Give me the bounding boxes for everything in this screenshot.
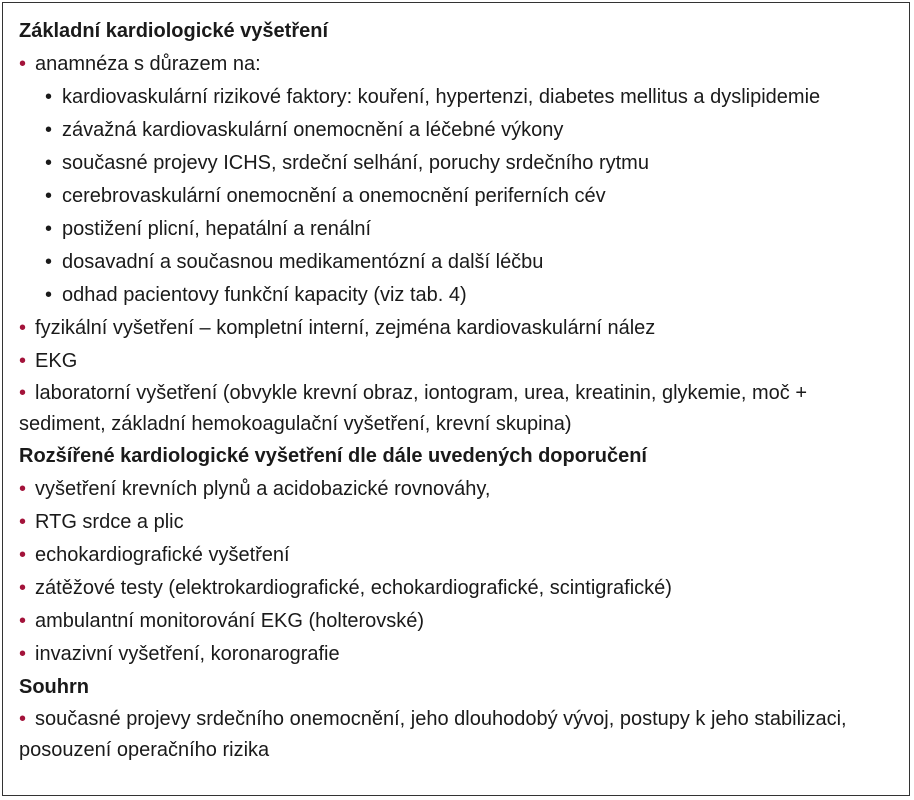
section-heading-extended: Rozšířené kardiologické vyšetření dle dále uvedených doporučení bbox=[19, 445, 647, 467]
list-item bbox=[19, 506, 895, 539]
list-item bbox=[19, 312, 895, 345]
bullet-icon: • bbox=[19, 643, 27, 665]
list-item bbox=[19, 638, 895, 671]
section-heading-summary: Souhrn bbox=[19, 676, 89, 698]
list-item-text: invazivní vyšetření, koronarografie bbox=[35, 643, 340, 665]
sub-bullet-icon: • bbox=[45, 152, 53, 174]
list-item bbox=[19, 605, 895, 638]
sub-bullet-icon: • bbox=[45, 86, 53, 108]
sub-list-item bbox=[19, 180, 895, 213]
bullet-icon: • bbox=[19, 350, 27, 372]
bullet-icon: • bbox=[19, 577, 27, 599]
bullet-icon: • bbox=[19, 53, 27, 75]
bullet-icon: • bbox=[19, 610, 27, 632]
list-item bbox=[19, 572, 895, 605]
list-item bbox=[19, 539, 895, 572]
sub-bullet-icon: • bbox=[45, 251, 53, 273]
sub-bullet-icon: • bbox=[45, 284, 53, 306]
sub-list-item-text: odhad pacientovy funkční kapacity (viz tab. 4) bbox=[62, 284, 467, 306]
list-item bbox=[19, 473, 895, 506]
sub-list-item-text: cerebrovaskulární onemocnění a onemocnění periferních cév bbox=[62, 185, 606, 207]
list-item-text: současné projevy srdečního onemocnění, jeho dlouhodobý vývoj, postupy k jeho stabilizaci, posouzení operačního rizika bbox=[19, 708, 847, 761]
list-item-text: anamnéza s důrazem na: bbox=[35, 53, 261, 75]
list-item bbox=[19, 378, 895, 440]
sub-list-item-text: závažná kardiovaskulární onemocnění a léčebné výkony bbox=[62, 119, 564, 141]
bullet-icon: • bbox=[19, 478, 27, 500]
sub-list-item bbox=[19, 147, 895, 180]
list-item bbox=[19, 345, 895, 378]
sub-list-item bbox=[19, 114, 895, 147]
table-content bbox=[19, 15, 895, 766]
list-item-text: laboratorní vyšetření (obvykle krevní obraz, iontogram, urea, kreatinin, glykemie, moč + sediment, základní hemokoagulační vyšetření, krevní skupina) bbox=[19, 382, 808, 435]
bullet-icon: • bbox=[19, 317, 27, 339]
sub-list-item-text: dosavadní a současnou medikamentózní a další léčbu bbox=[62, 251, 544, 273]
sub-list-item bbox=[19, 213, 895, 246]
bullet-icon: • bbox=[19, 382, 27, 404]
list-item-text: vyšetření krevních plynů a acidobazické rovnováhy, bbox=[35, 478, 491, 500]
bullet-icon: • bbox=[19, 708, 27, 730]
list-item bbox=[19, 704, 895, 766]
list-item-text: RTG srdce a plic bbox=[35, 511, 184, 533]
sub-bullet-icon: • bbox=[45, 185, 53, 207]
list-item-text: ambulantní monitorování EKG (holterovské) bbox=[35, 610, 425, 632]
sub-list-item-text: kardiovaskulární rizikové faktory: kouření, hypertenzi, diabetes mellitus a dyslipidemie bbox=[62, 86, 821, 108]
list-item-text: echokardiografické vyšetření bbox=[35, 544, 290, 566]
list-item-text: zátěžové testy (elektrokardiografické, echokardiografické, scintigrafické) bbox=[35, 577, 672, 599]
sub-bullet-icon: • bbox=[45, 119, 53, 141]
sub-list-item bbox=[19, 81, 895, 114]
sub-list-item bbox=[19, 279, 895, 312]
bullet-icon: • bbox=[19, 544, 27, 566]
list-item-text: fyzikální vyšetření – kompletní interní, zejména kardiovaskulární nález bbox=[35, 317, 656, 339]
table-box bbox=[2, 2, 910, 796]
sub-bullet-icon: • bbox=[45, 218, 53, 240]
bullet-icon: • bbox=[19, 511, 27, 533]
section-heading-basic: Základní kardiologické vyšetření bbox=[19, 20, 329, 42]
list-item bbox=[19, 48, 895, 81]
sub-list-item bbox=[19, 246, 895, 279]
sub-list-item-text: současné projevy ICHS, srdeční selhání, poruchy srdečního rytmu bbox=[62, 152, 649, 174]
sub-list-item-text: postižení plicní, hepatální a renální bbox=[62, 218, 372, 240]
list-item-text: EKG bbox=[35, 350, 78, 372]
